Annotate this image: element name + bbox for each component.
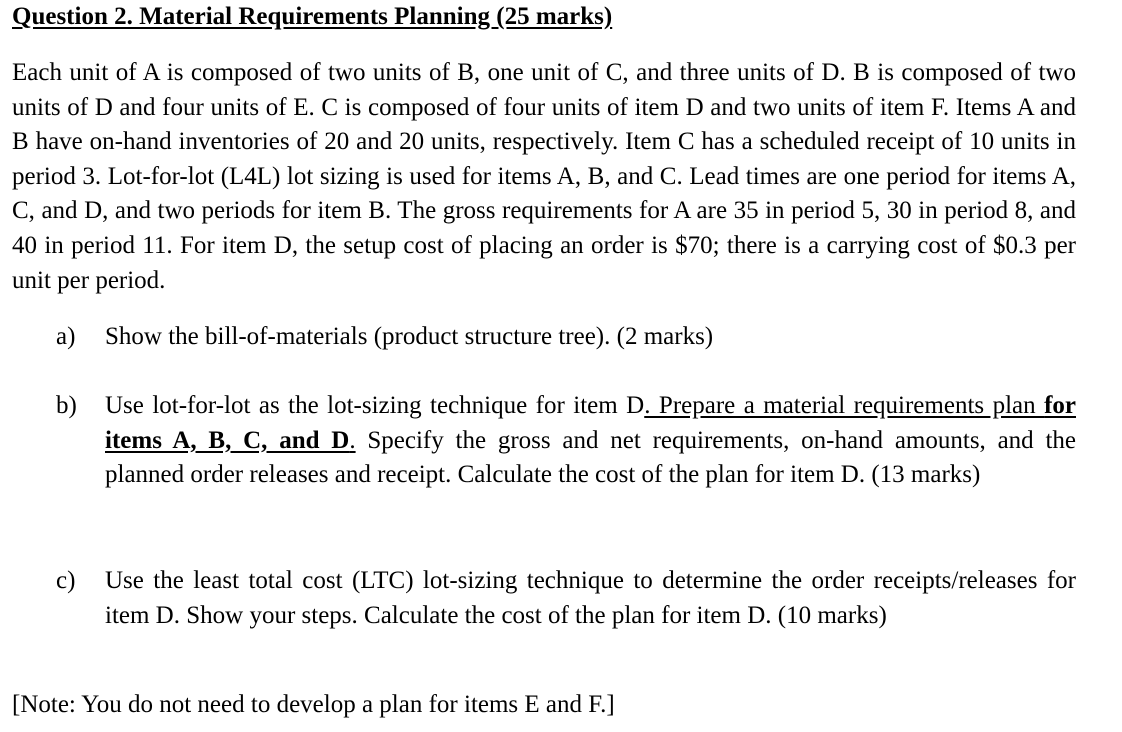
part-a — [56, 320, 1076, 355]
part-b-text-3: for items A, B, C, and D — [105, 392, 1076, 454]
part-b — [56, 389, 1076, 493]
part-a-text: Show the bill-of-materials (product structure tree). (2 marks) — [105, 323, 714, 350]
part-b-text-1: Use lot-for-lot as the lot-sizing technique for item D — [105, 392, 645, 419]
question-intro: Each unit of A is composed of two units of B, one unit of C, and three units of D. B is composed of two units of D and four units of E. C is composed of four units of item D and two units of item F. Items A and B have on-hand inventories of 20 and 20 units, respectively. Item C has a scheduled receipt of 10 units in period 3. Lot-for-lot (L4L) lot sizing is used for items A, B, and C. Lead times are one period for items A, C, and D, and two periods for item B. The gross requirements for A are 35 in period 5, 30 in period 8, and 40 in period 11. For item D, the setup cost of placing an order is $70; there is a carrying cost of $0.3 per unit per period. — [12, 59, 1076, 294]
question-title: Question 2. Material Requirements Planning (25 marks) — [12, 3, 613, 30]
part-b-text-4: . — [349, 426, 356, 454]
part-b-text-2: . Prepare a material requirements plan — [644, 392, 1045, 419]
part-c — [56, 564, 1076, 633]
part-b-label: b) — [56, 392, 77, 419]
part-c-text: Use the least total cost (LTC) lot-sizing technique to determine the order receipts/releases for item D. Show your steps. Calculate the cost of the plan for item D. (10 marks) — [105, 567, 1076, 629]
part-b-text-5: Specify the gross and net requirements, on-hand amounts, and the planned order releases and receipt. Calculate the cost of the plan for item D. (13 marks) — [105, 426, 1076, 489]
part-b-text — [105, 389, 1076, 493]
note-text: [Note: You do not need to develop a plan for items E and F.] — [12, 691, 615, 718]
part-a-label: a) — [56, 323, 76, 350]
part-c-label: c) — [56, 567, 76, 594]
